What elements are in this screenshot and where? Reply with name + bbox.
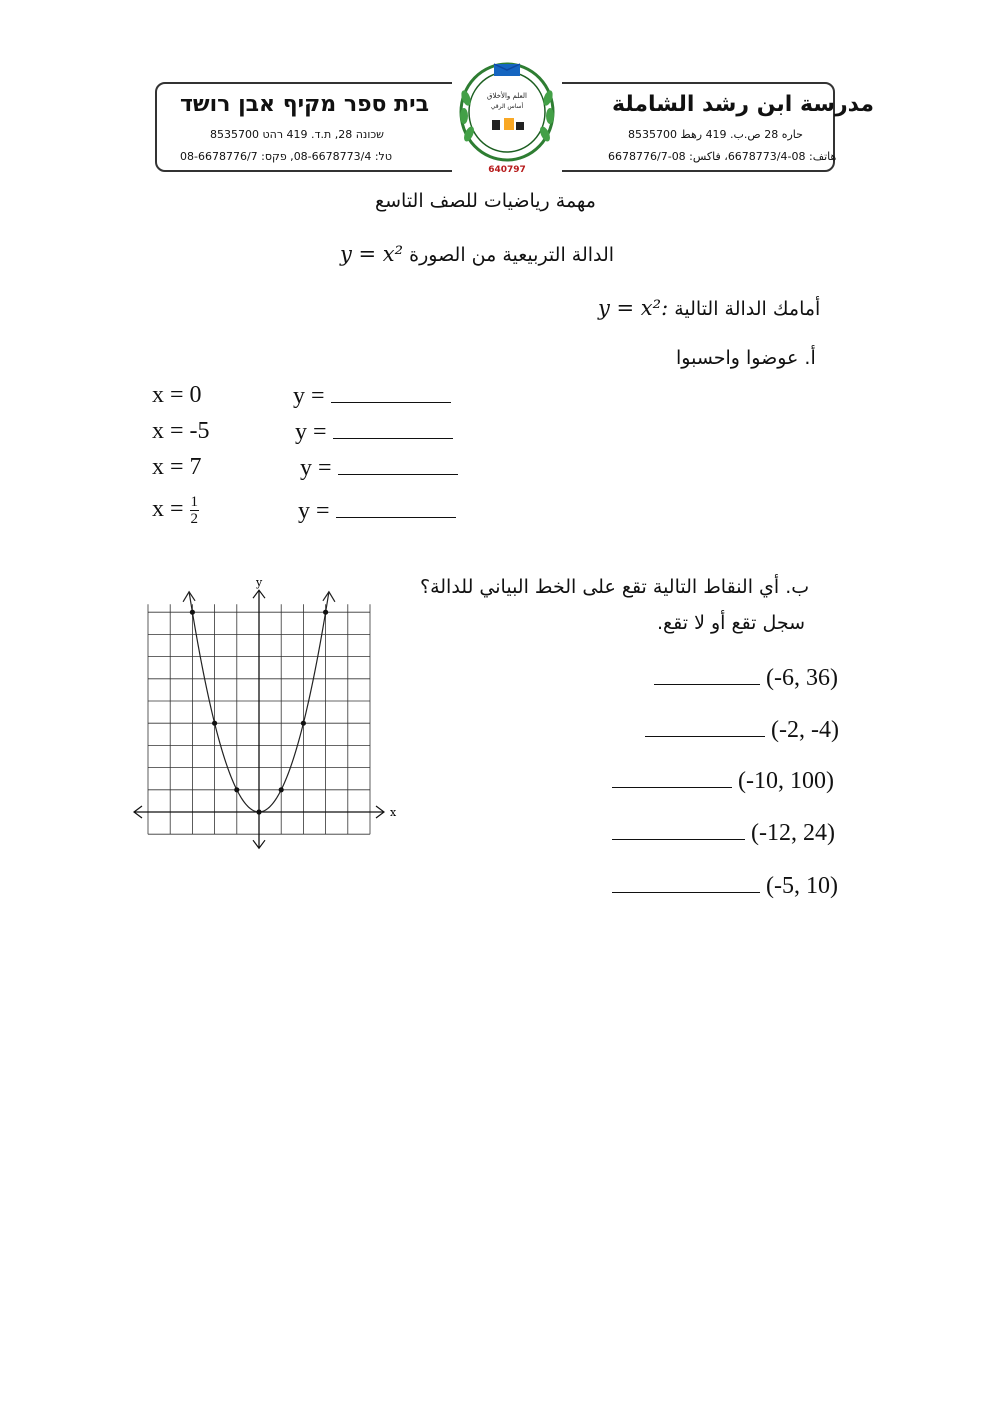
answer-blank[interactable] xyxy=(654,664,760,685)
point-coordinates: (-6, 36) xyxy=(766,665,838,691)
fraction-numerator: 1 xyxy=(190,494,199,510)
parabola-graph xyxy=(125,576,400,860)
point-item xyxy=(612,819,835,847)
point-item xyxy=(654,664,838,692)
y-answer xyxy=(293,382,451,410)
svg-text:640797: 640797 xyxy=(488,165,526,175)
data-point xyxy=(323,610,328,615)
y-axis-label: y xyxy=(256,576,263,590)
intro-line xyxy=(598,296,820,320)
y-answer xyxy=(300,454,458,482)
x-value-label: x = xyxy=(152,496,184,523)
point-coordinates: (-10, 100) xyxy=(738,768,834,794)
x-value-label: x = 7 xyxy=(152,454,202,480)
fraction-denominator: 2 xyxy=(190,511,199,527)
logo-emblem-icon xyxy=(452,58,562,182)
y-label: y = xyxy=(293,383,325,409)
subtitle xyxy=(340,242,614,266)
arabic-address: حاره 28 ص.ب. 419 رهط 8535700 xyxy=(628,128,803,141)
hebrew-school-name: בית ספר מקיף אבן רושד xyxy=(180,92,430,117)
answer-blank[interactable] xyxy=(336,497,456,518)
point-item xyxy=(612,767,834,795)
subtitle-formula: y = x² xyxy=(340,242,404,266)
x-axis-label: x xyxy=(390,806,397,819)
substitution-row xyxy=(152,454,202,481)
hebrew-address: שכונה 28, ת.ד. 419 רהט 8535700 xyxy=(210,128,384,141)
data-point xyxy=(301,721,306,726)
answer-blank[interactable] xyxy=(338,454,458,475)
svg-text:العلم والأخلاق: العلم والأخلاق xyxy=(487,92,527,100)
point-item xyxy=(612,872,838,900)
data-point xyxy=(190,610,195,615)
half-fraction xyxy=(190,494,200,527)
answer-blank[interactable] xyxy=(331,382,451,403)
answer-blank[interactable] xyxy=(612,872,760,893)
answer-blank[interactable] xyxy=(612,819,745,840)
data-point xyxy=(256,809,261,814)
point-item xyxy=(645,716,839,744)
x-value-label: x = -5 xyxy=(152,418,210,444)
section-b-question: ب. أي النقاط التالية تقع على الخط البياني للدالة؟ xyxy=(420,576,810,598)
intro-text: أمامك الدالة التالية xyxy=(674,298,821,320)
data-point xyxy=(279,787,284,792)
point-coordinates: (-12, 24) xyxy=(751,820,835,846)
y-label: y = xyxy=(298,498,330,524)
y-label: y = xyxy=(295,419,327,445)
answer-blank[interactable] xyxy=(612,767,732,788)
arabic-phone: هاتف: 08-6678773/4، فاكس: 08-6678776/7 xyxy=(608,150,837,163)
school-logo xyxy=(452,58,562,182)
arabic-school-name: مدرسة ابن رشد الشاملة xyxy=(612,92,874,117)
answer-blank[interactable] xyxy=(333,418,453,439)
data-point xyxy=(234,787,239,792)
point-coordinates: (-5, 10) xyxy=(766,873,838,899)
y-label: y = xyxy=(300,455,332,481)
point-coordinates: (-2, -4) xyxy=(771,717,839,743)
section-a-label: أ. عوضوا واحسبوا xyxy=(676,347,816,369)
substitution-row xyxy=(152,418,210,445)
subtitle-text: الدالة التربيعية من الصورة xyxy=(409,244,615,266)
substitution-row xyxy=(152,494,199,527)
x-value-label: x = 0 xyxy=(152,382,202,408)
svg-text:أساس الرقي: أساس الرقي xyxy=(490,103,524,110)
answer-blank[interactable] xyxy=(645,716,765,737)
data-point xyxy=(212,721,217,726)
page-title: مهمة رياضيات للصف التاسع xyxy=(375,190,596,212)
y-answer xyxy=(298,497,456,525)
section-b-instruction: سجل تقع أو لا تقع. xyxy=(657,612,806,634)
y-answer xyxy=(295,418,453,446)
hebrew-phone: טל: 08-6678773/4, פקס: 08-6678776/7 xyxy=(180,150,392,163)
substitution-row xyxy=(152,382,202,409)
intro-formula: y = x²: xyxy=(598,296,669,320)
